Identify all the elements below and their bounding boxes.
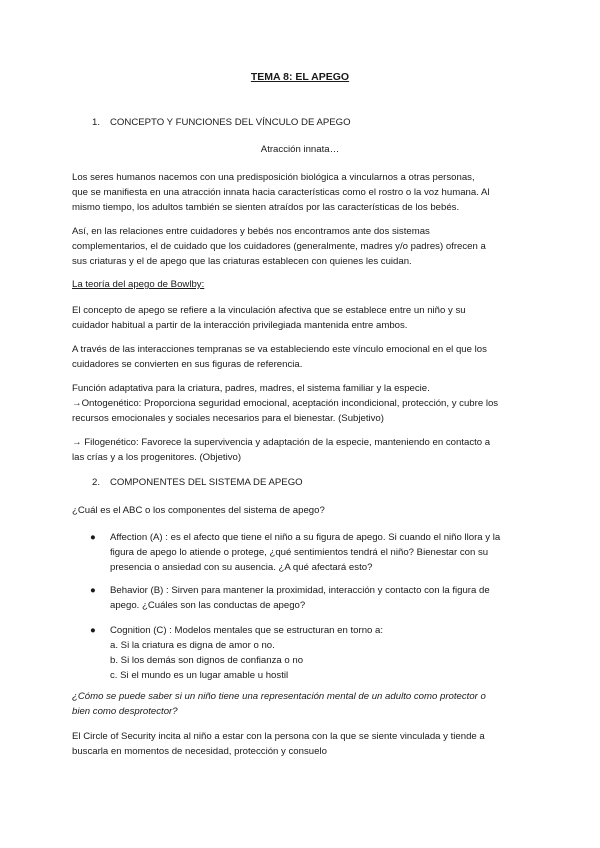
paragraph-line: mismo tiempo, los adultos también se sienten atraídos por las características de los bebés. (72, 202, 460, 213)
section-1-subtitle: Atracción innata… (260, 144, 340, 155)
paragraph-line: cuidador habitual a partir de la interacción privilegiada mantenida entre ambos. (72, 320, 408, 331)
bowlby-heading: La teoría del apego de Bowlby: (72, 279, 205, 290)
paragraph-line: El concepto de apego se refiere a la vinculación afectiva que se establece entre un niño y su (72, 305, 466, 316)
paragraph-line: A través de las interacciones tempranas se va estableciendo este vínculo emocional en el que los (72, 344, 487, 355)
bullet-icon: ● (90, 585, 96, 596)
section-2-number: 2. (92, 477, 101, 488)
bullet-line: Affection (A) : es el afecto que tiene el niño a su figura de apego. Si cuando el niño llora y la (110, 532, 501, 543)
paragraph-line: sus criaturas y el de apego que las criaturas establecen con quienes les cuidan. (72, 256, 412, 267)
bullet-line: c. Si el mundo es un lugar amable u hostil (110, 670, 289, 681)
paragraph-line: Así, en las relaciones entre cuidadores y bebés nos encontramos ante dos sistemas (72, 226, 430, 237)
bullet-line: b. Si los demás son dignos de confianza o no (110, 655, 304, 666)
paragraph-line: cuidadores se convierten en sus figuras de referencia. (72, 359, 303, 370)
bullet-line: figura de apego lo atiende o protege, ¿qué sentimientos tendrá el niño? Bienestar con su (110, 547, 489, 558)
paragraph-line: las crías y a los progenitores. (Objetivo) (72, 452, 242, 463)
paragraph-line: Los seres humanos nacemos con una predisposición biológica a vincularnos a otras personas, (72, 172, 475, 183)
paragraph-line: → Filogenético: Favorece la supervivencia y adaptación de la especie, manteniendo en contacto a (72, 437, 491, 448)
paragraph-line: El Circle of Security incita al niño a estar con la persona con la que se siente vinculada y tiende a (72, 731, 485, 742)
bullet-icon: ● (90, 532, 96, 543)
paragraph-line: →Ontogenético: Proporciona seguridad emocional, aceptación incondicional, protección, y cubre los (72, 398, 499, 409)
paragraph-line: Función adaptativa para la criatura, padres, madres, el sistema familiar y la especie. (72, 383, 430, 394)
bullet-line: Cognition (C) : Modelos mentales que se estructuran en torno a: (110, 625, 384, 636)
bullet-line: apego. ¿Cuáles son las conductas de apego? (110, 600, 306, 611)
section-1-number: 1. (92, 117, 101, 128)
bullet-icon: ● (90, 625, 96, 636)
paragraph-line: complementarios, el de cuidado que los cuidadores (generalmente, madres y/o padres) ofrecen a (72, 241, 486, 252)
section-2-heading: COMPONENTES DEL SISTEMA DE APEGO (110, 477, 303, 488)
bullet-line: Behavior (B) : Sirven para mantener la proximidad, interacción y contacto con la figura de (110, 585, 490, 596)
italic-question-line: ¿Cómo se puede saber si un niño tiene una representación mental de un adulto como protector o (72, 691, 486, 702)
section-2-question: ¿Cuál es el ABC o los componentes del sistema de apego? (72, 505, 325, 516)
bullet-line: a. Si la criatura es digna de amor o no. (110, 640, 275, 651)
paragraph-line: recursos emocionales y sociales necesarios para el bienestar. (Subjetivo) (72, 413, 384, 424)
paragraph-line: buscarla en momentos de necesidad, protección y consuelo (72, 746, 327, 757)
paragraph-line: que se manifiesta en una atracción innata hacia características como el rostro o la voz humana. Al (72, 187, 490, 198)
bullet-line: presencia o ansiedad con su ausencia. ¿A qué afectará esto? (110, 562, 373, 573)
page-title: TEMA 8: EL APEGO (250, 71, 350, 83)
section-1-heading: CONCEPTO Y FUNCIONES DEL VÍNCULO DE APEGO (110, 117, 351, 128)
italic-question-line: bien como desprotector? (72, 706, 178, 717)
